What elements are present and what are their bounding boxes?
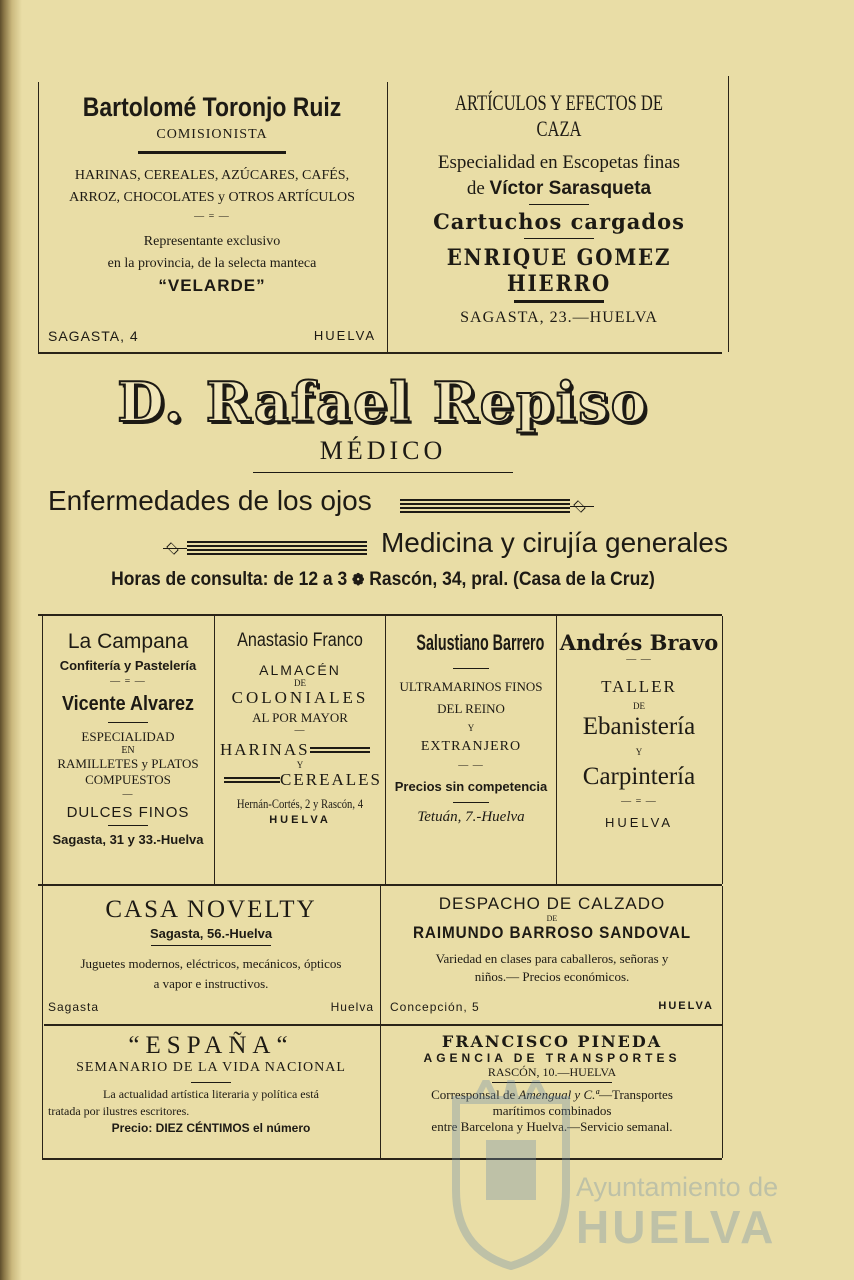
ad-text: Y — [467, 723, 475, 733]
rule — [191, 1082, 231, 1083]
column-divider — [556, 616, 557, 884]
ad-text: HARINAS, CEREALES, AZÚCARES, CAFÉS, — [74, 168, 350, 183]
ad-address: RASCÓN, 10.—HUELVA — [487, 1065, 617, 1079]
column-divider — [387, 82, 388, 352]
ad-subtitle: SEMANARIO DE LA VIDA NACIONAL — [76, 1060, 346, 1075]
divider: — = — — [621, 796, 657, 807]
ad-text: Carpintería — [582, 763, 696, 790]
ad-footer — [384, 1000, 720, 1014]
rule — [138, 151, 286, 154]
column-divider — [214, 616, 215, 884]
ad-footer — [42, 328, 382, 344]
coat-of-arms-icon — [446, 1080, 576, 1270]
ad-specialty: Enfermedades de los ojos — [48, 485, 372, 516]
ornament — [187, 541, 367, 555]
ad-text: La actualidad artística literaria y política está — [103, 1087, 319, 1101]
ad-subtitle: AGENCIA DE TRANSPORTES — [423, 1051, 681, 1065]
ad-text: DEL REINO — [437, 701, 505, 716]
rule — [108, 722, 148, 723]
ad-text: DULCES FINOS — [66, 804, 190, 821]
ad-text: Juguetes modernos, eléctricos, mecánicos, ópticos — [80, 956, 342, 971]
column-divider — [380, 886, 381, 1158]
ad-title: Anastasio Franco — [237, 630, 363, 651]
ad-city: HUELVA — [313, 328, 376, 343]
ornament — [163, 543, 187, 553]
ad-toronjo — [42, 88, 382, 350]
ad-text: DE — [294, 678, 306, 688]
ad-title: DESPACHO DE CALZADO — [438, 894, 666, 913]
ad-text: DE — [546, 914, 558, 923]
column-divider — [385, 616, 386, 884]
frame-line — [728, 76, 729, 352]
frame-line — [42, 616, 43, 884]
divider: — = — — [110, 676, 146, 687]
ad-price: Precio: DIEZ CÉNTIMOS el número — [111, 1121, 311, 1135]
ad-address: SAGASTA, 4 — [48, 328, 139, 344]
rule — [253, 472, 513, 473]
ad-text: ULTRAMARINOS FINOS — [399, 679, 543, 694]
archive-watermark — [440, 1080, 854, 1280]
ad-footer — [44, 1000, 378, 1014]
ad-text: Representante exclusivo — [143, 234, 281, 249]
frame-line — [42, 886, 43, 1158]
ad-hours-text: Horas de consulta: de 12 a 3 — [111, 569, 348, 590]
ad-text: tratada por ilustres escritores. — [48, 1104, 190, 1118]
section-divider — [38, 614, 722, 616]
rule — [529, 204, 589, 205]
ad-text — [390, 178, 728, 200]
ad-owner: RAIMUNDO BARROSO SANDOVAL — [412, 923, 692, 942]
ad-title: Andrés Bravo — [559, 630, 719, 655]
ad-text: entre Barcelona y Huelva.—Servicio semanal. — [431, 1119, 673, 1134]
ad-owner: ENRIQUE GOMEZ HIERRO — [446, 245, 672, 297]
ad-title: “ESPAÑA“ — [128, 1032, 294, 1059]
ad-title: Bartolomé Toronjo Ruiz — [82, 92, 342, 122]
ad-title: D. Rafael Repiso — [117, 370, 649, 434]
ad-title: FRANCISCO PINEDA — [441, 1032, 663, 1051]
ad-text: COMPUESTOS — [85, 772, 171, 787]
ad-role: COMISIONISTA — [156, 127, 268, 142]
ad-calzado — [384, 888, 720, 1022]
ad-address: SAGASTA, 23.—HUELVA — [460, 309, 658, 326]
ad-text: AL POR MAYOR — [252, 710, 348, 725]
ad-text-prefix: Corresponsal de — [431, 1087, 516, 1102]
ad-hours — [66, 569, 701, 591]
ad-text: niños.— Precios económicos. — [474, 969, 630, 984]
ad-text: ALMACÉN — [259, 662, 341, 678]
ad-city: HUELVA — [269, 814, 331, 826]
ad-text: Y — [635, 747, 643, 757]
ad-address: Sagasta, 56.-Huelva — [149, 926, 273, 941]
ornament — [310, 747, 370, 755]
ad-text: EXTRANJERO — [420, 739, 522, 754]
rule — [524, 238, 594, 239]
ad-text: Especialidad en Escopetas finas — [437, 152, 681, 173]
ad-text: DE — [633, 701, 645, 711]
flower-icon: ❁ — [352, 572, 365, 589]
book-binding — [0, 0, 22, 1280]
ad-text: Ebanistería — [582, 713, 696, 740]
rule — [453, 668, 489, 669]
ad-footer-right: Huelva — [330, 1000, 374, 1014]
ad-text-suffix: —Transportes — [598, 1087, 673, 1102]
ornament — [400, 499, 570, 513]
ad-barrero — [387, 620, 555, 882]
ad-address: Rascón, 34, pral. (Casa de la Cruz) — [369, 569, 655, 590]
rule — [514, 300, 604, 303]
ad-text: EN — [121, 745, 135, 756]
ad-profession: MÉDICO — [319, 436, 447, 465]
ad-city: HUELVA — [658, 1000, 714, 1012]
ad-company: Amengual y C.ª — [518, 1087, 599, 1102]
ad-caza — [390, 88, 728, 350]
ad-subtitle: Confitería y Pastelería — [59, 658, 197, 673]
ad-espana — [44, 1028, 378, 1156]
ad-line — [38, 527, 728, 559]
ad-text: marítimos combinados — [492, 1103, 612, 1118]
ad-text: ESPECIALIDAD — [81, 729, 175, 744]
ad-novelty — [44, 888, 378, 1022]
ad-address: Hernán-Cortés, 2 y Rascón, 4 — [236, 796, 364, 811]
ornament — [570, 501, 594, 511]
ad-address: Concepción, 5 — [390, 1000, 480, 1014]
ad-text: Y — [296, 760, 304, 770]
ad-text: ARROZ, CHOCOLATES y OTROS ARTÍCULOS — [69, 190, 355, 205]
rule — [151, 945, 271, 946]
ad-footer-left: Sagasta — [48, 1000, 100, 1014]
divider: — — [122, 789, 134, 800]
divider: — — [294, 725, 306, 736]
watermark-line2: HUELVA — [576, 1201, 777, 1253]
ad-text: HARINAS — [220, 740, 310, 759]
frame-line — [38, 82, 39, 352]
ad-text: CEREALES — [280, 770, 382, 789]
ad-repiso — [38, 354, 728, 612]
ad-address: Tetuán, 7.-Huelva — [417, 809, 525, 825]
ad-highlight: Cartuchos cargados — [433, 209, 685, 234]
ad-title: Salustiano Barrero — [416, 630, 545, 655]
ad-line — [216, 740, 384, 760]
ad-line — [216, 770, 384, 790]
ad-text: RAMILLETES y PLATOS — [57, 756, 199, 771]
ad-specialty: Medicina y cirujía generales — [380, 527, 728, 558]
ad-la-campana — [44, 620, 212, 882]
ad-owner: Vicente Alvarez — [61, 693, 195, 715]
ad-title: La Campana — [67, 630, 189, 653]
ad-text-prefix: de — [466, 178, 485, 199]
rule — [108, 825, 148, 826]
ad-bravo — [558, 620, 720, 882]
divider: — — — [458, 760, 484, 771]
watermark-line1: Ayuntamiento de — [576, 1172, 779, 1202]
ad-maker-name: Víctor Sarasqueta — [489, 178, 652, 199]
ad-line — [38, 485, 728, 517]
ad-address: Sagasta, 31 y 33.-Huelva — [52, 832, 204, 847]
ad-text: Precios sin competencia — [394, 779, 548, 794]
divider: — — — [626, 654, 652, 665]
ad-city: HUELVA — [604, 815, 674, 830]
advertisement-page — [38, 76, 728, 1160]
ad-text: COLONIALES — [231, 688, 369, 707]
ad-text: en la provincia, de la selecta manteca — [107, 256, 317, 271]
brand-name: “VELARDE” — [158, 276, 266, 295]
ad-text: a vapor e instructivos. — [153, 976, 269, 991]
ad-franco — [216, 620, 384, 882]
ad-text: TALLER — [601, 677, 677, 696]
ad-text: Variedad en clases para caballeros, señoras y — [435, 951, 669, 966]
ornament — [224, 777, 280, 785]
ad-title: ARTÍCULOS Y EFECTOS DE CAZA — [455, 90, 663, 141]
divider: — = — — [194, 211, 230, 222]
frame-line — [722, 616, 723, 884]
rule — [453, 802, 489, 803]
section-divider — [44, 1024, 722, 1026]
ad-title: CASA NOVELTY — [105, 896, 317, 923]
